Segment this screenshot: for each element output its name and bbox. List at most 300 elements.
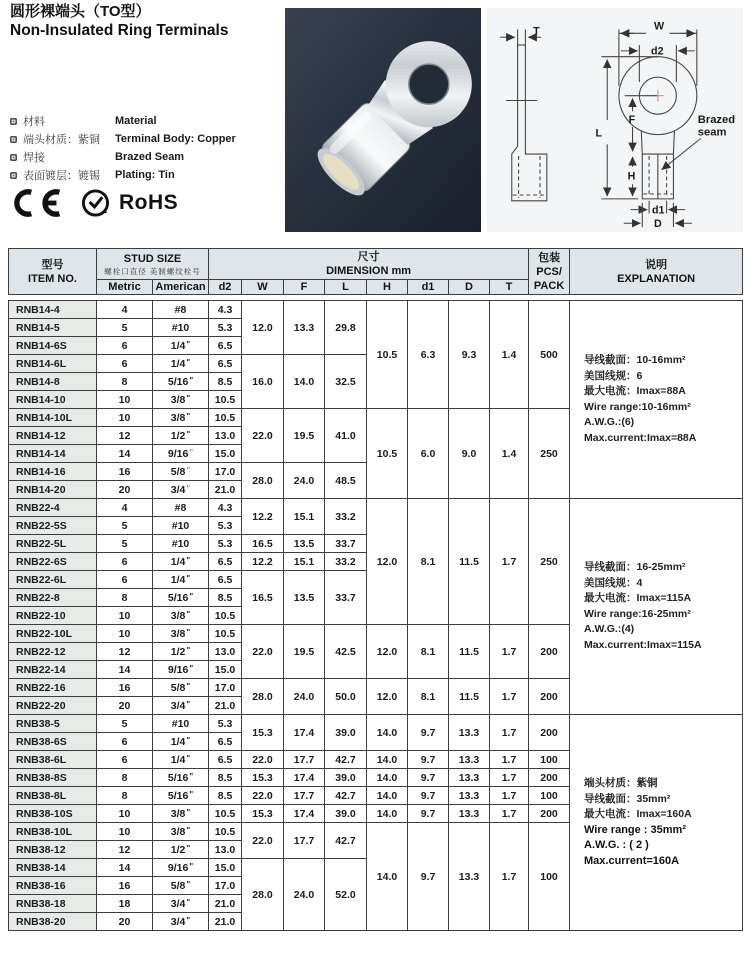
certification-icon [81,188,110,218]
cell-item-no: RNB38-10L [9,823,97,841]
cell-american: 9/16" [153,859,209,877]
explanation-line: 端头材质：紫铜 [584,777,658,789]
cell-d2: 10.5 [209,409,242,427]
cell-h: 14.0 [367,751,408,769]
cell-w: 12.0 [242,301,284,355]
cell-d2: 8.5 [209,769,242,787]
cell-d2: 17.0 [209,877,242,895]
cell-d2: 5.3 [209,319,242,337]
inch-mark: " [186,645,191,655]
cell-item-no: RNB14-5 [9,319,97,337]
cell-t: 1.4 [490,409,529,499]
cell-metric: 8 [97,373,153,391]
material-row [10,112,236,130]
explanation-line: Wire range:16-25mm² [584,607,691,620]
cell-pack: 100 [529,823,570,931]
cell-metric: 5 [97,535,153,553]
cell-d2: 21.0 [209,481,242,499]
cell-american: 3/8" [153,625,209,643]
cell-american: 9/16" [153,661,209,679]
cell-d2: 5.3 [209,535,242,553]
cell-item-no: RNB38-5 [9,715,97,733]
cell-metric: 10 [97,805,153,823]
cell-t: 1.7 [490,751,529,769]
cell-metric: 5 [97,319,153,337]
inch-mark: " [186,879,191,889]
inch-mark: " [189,771,194,781]
cell-d1: 9.7 [408,805,449,823]
cell-f: 19.5 [284,409,325,463]
cell-d1: 9.7 [408,715,449,751]
cell-f: 14.0 [284,355,325,409]
title-chinese: 圆形裸端头（TO型） [10,3,151,20]
cell-metric: 6 [97,733,153,751]
inch-mark: " [186,825,191,835]
cell-h: 14.0 [367,805,408,823]
header-item-zh: 型号 [41,258,64,271]
cell-item-no: RNB38-6S [9,733,97,751]
inch-mark: " [186,555,191,565]
cell-american: #10 [153,715,209,733]
cell-american: #8 [153,499,209,517]
inch-mark: " [189,447,194,457]
dim-label-d2: d2 [651,45,664,58]
header-item-no [9,249,97,295]
table-row [9,715,743,733]
spec-table-body [9,301,743,931]
inch-mark: " [186,429,191,439]
title-english: Non-Insulated Ring Terminals [10,22,229,39]
cell-t: 1.7 [490,715,529,751]
cell-american: 3/8" [153,823,209,841]
cell-item-no: RNB22-5S [9,517,97,535]
inch-mark: " [186,483,191,493]
cell-d1: 8.1 [408,679,449,715]
header-dim-en: DIMENSION mm [326,265,412,277]
inch-mark: " [186,915,191,925]
material-label-en: Plating: Tin [115,169,175,181]
cell-american: #10 [153,535,209,553]
cell-w: 15.3 [242,715,284,751]
cell-l: 33.2 [325,553,367,571]
cell-w: 22.0 [242,787,284,805]
cell-w: 28.0 [242,859,284,931]
cell-american: 5/8" [153,463,209,481]
cell-l: 29.8 [325,301,367,355]
cell-h: 14.0 [367,715,408,751]
dim-label-f: F [628,113,636,126]
cell-d2: 10.5 [209,391,242,409]
cell-d: 11.5 [449,625,490,679]
cell-w: 16.5 [242,535,284,553]
cell-d2: 13.0 [209,643,242,661]
cell-d2: 17.0 [209,463,242,481]
cell-f: 24.0 [284,859,325,931]
inch-mark: " [186,411,191,421]
material-label-zh: 材料 [23,116,45,128]
inch-mark: " [186,573,191,583]
cell-t: 1.7 [490,769,529,787]
cell-f: 17.4 [284,715,325,751]
explanation-line: 美国线规：4 [584,576,643,589]
material-label-zh: 表面镀层：镀锡 [23,170,100,182]
cell-item-no: RNB14-4 [9,301,97,319]
cell-item-no: RNB38-20 [9,913,97,931]
bullet-icon [10,172,17,179]
cell-metric: 12 [97,643,153,661]
cell-metric: 8 [97,769,153,787]
bullet-icon [10,118,17,125]
inch-mark: " [186,627,191,637]
cell-metric: 5 [97,715,153,733]
cell-d2: 21.0 [209,895,242,913]
cell-pack: 200 [529,679,570,715]
explanation-line: Wire range : 35mm² [584,823,686,836]
header-pack-l1: PCS/ [536,265,562,278]
cell-item-no: RNB14-20 [9,481,97,499]
cell-item-no: RNB14-10L [9,409,97,427]
cell-american: 5/8" [153,877,209,895]
cell-d2: 4.3 [209,301,242,319]
cell-metric: 6 [97,337,153,355]
cell-l: 39.0 [325,769,367,787]
cell-american: 9/16" [153,445,209,463]
cell-american: 3/8" [153,607,209,625]
header-expl-en: EXPLANATION [617,272,696,285]
cell-metric: 20 [97,481,153,499]
cell-american: 1/2" [153,427,209,445]
spec-table-header [8,248,743,295]
inch-mark: " [189,789,194,799]
material-row [10,148,236,166]
brazed-seam-label2: seam [697,126,727,139]
cell-metric: 10 [97,409,153,427]
cell-item-no: RNB22-6L [9,571,97,589]
bullet-icon [10,154,17,161]
cell-l: 52.0 [325,859,367,931]
cell-pack: 200 [529,625,570,679]
dim-label-d: D [653,218,662,231]
cell-metric: 5 [97,517,153,535]
cell-d2: 8.5 [209,589,242,607]
explanation-line: 美国线规：6 [584,369,643,382]
cell-h: 14.0 [367,787,408,805]
cell-metric: 4 [97,301,153,319]
cell-f: 19.5 [284,625,325,679]
ring-terminal-image [285,8,481,232]
inch-mark: " [189,375,194,385]
inch-mark: " [186,357,191,367]
explanation-line: Max.current:Imax=88A [584,431,697,444]
cell-f: 17.7 [284,751,325,769]
cell-f: 17.4 [284,769,325,787]
inch-mark: " [186,753,191,763]
cell-metric: 10 [97,823,153,841]
cell-d1: 9.7 [408,751,449,769]
cell-d2: 13.0 [209,841,242,859]
cell-pack: 250 [529,499,570,625]
cell-l: 42.7 [325,787,367,805]
cell-item-no: RNB14-8 [9,373,97,391]
cell-f: 13.5 [284,571,325,625]
header-pack-zh: 包装 [538,251,561,264]
spec-section [8,248,742,931]
header-item-en: ITEM NO. [28,272,77,285]
header-t: T [490,280,529,295]
cell-d2: 15.0 [209,661,242,679]
cell-f: 15.1 [284,553,325,571]
cell-metric: 6 [97,571,153,589]
cell-f: 24.0 [284,679,325,715]
cell-item-no: RNB22-6S [9,553,97,571]
cell-d2: 6.5 [209,751,242,769]
cell-american: 3/4" [153,913,209,931]
header-stud-zh: 螺栓口直径 美制螺纹栓号 [104,266,201,276]
cell-pack: 250 [529,409,570,499]
cell-d1: 6.0 [408,409,449,499]
cell-w: 28.0 [242,463,284,499]
cell-d1: 8.1 [408,625,449,679]
header-h: H [367,280,408,295]
material-list [10,112,236,184]
cell-d: 13.3 [449,823,490,931]
table-row [9,301,743,319]
header-american: American [153,280,209,295]
cell-d: 9.3 [449,301,490,409]
cell-l: 33.2 [325,499,367,535]
cell-american: #8 [153,301,209,319]
header-pack-l2: PACK [533,279,565,292]
cell-d: 11.5 [449,679,490,715]
cell-h: 12.0 [367,679,408,715]
cell-d: 9.0 [449,409,490,499]
cell-t: 1.7 [490,787,529,805]
cell-w: 28.0 [242,679,284,715]
material-label-zh: 焊接 [23,152,45,164]
cell-f: 17.7 [284,823,325,859]
material-row [10,166,236,184]
cell-metric: 16 [97,463,153,481]
inch-mark: " [189,861,194,871]
table-row [9,499,743,517]
cell-h: 10.5 [367,409,408,499]
cell-american: 1/4" [153,553,209,571]
cell-d1: 9.7 [408,787,449,805]
cell-metric: 10 [97,607,153,625]
header-metric: Metric [97,280,153,295]
cell-t: 1.7 [490,499,529,625]
material-label-en: Brazed Seam [115,151,185,163]
cell-d2: 17.0 [209,679,242,697]
product-photo [285,8,481,232]
explanation-line: Max.current=160A [584,854,680,867]
cell-item-no: RNB14-6L [9,355,97,373]
cell-item-no: RNB22-12 [9,643,97,661]
cell-american: 1/4" [153,355,209,373]
cell-american: 3/8" [153,391,209,409]
header-dim-zh: 尺寸 [357,251,380,263]
cell-metric: 12 [97,841,153,859]
cell-american: 3/4" [153,697,209,715]
explanation-line: 导线截面：16-25mm² [584,561,686,573]
cell-t: 1.7 [490,679,529,715]
cell-d: 11.5 [449,499,490,625]
cell-item-no: RNB22-16 [9,679,97,697]
cell-pack: 500 [529,301,570,409]
cell-h: 14.0 [367,769,408,787]
cell-l: 33.7 [325,571,367,625]
rohs-label: RoHS [119,191,179,214]
cell-pack: 200 [529,805,570,823]
cell-w: 16.5 [242,571,284,625]
cell-d2: 6.5 [209,571,242,589]
cell-t: 1.7 [490,805,529,823]
spec-table [8,300,743,931]
cell-metric: 18 [97,895,153,913]
header-d: D [449,280,490,295]
material-label-en: Terminal Body: Copper [115,133,236,145]
cell-l: 32.5 [325,355,367,409]
cell-item-no: RNB38-12 [9,841,97,859]
material-label-zh: 端头材质：紫铜 [23,134,100,146]
inch-mark: " [186,699,191,709]
cell-metric: 10 [97,391,153,409]
cell-l: 39.0 [325,805,367,823]
inch-mark: " [186,681,191,691]
cell-metric: 6 [97,355,153,373]
cell-american: 5/16" [153,769,209,787]
cell-d2: 10.5 [209,625,242,643]
inch-mark: " [186,393,191,403]
cell-item-no: RNB38-8S [9,769,97,787]
cell-american: 5/16" [153,787,209,805]
cell-item-no: RNB14-12 [9,427,97,445]
cell-item-no: RNB22-10 [9,607,97,625]
bullet-icon [10,136,17,143]
cell-h: 12.0 [367,625,408,679]
cell-d: 13.3 [449,715,490,751]
explanation-line: A.W.G. : ( 2 ) [584,839,649,851]
cell-d: 13.3 [449,805,490,823]
cell-w: 22.0 [242,409,284,463]
cell-item-no: RNB22-4 [9,499,97,517]
cell-metric: 20 [97,913,153,931]
cell-pack: 100 [529,787,570,805]
cell-d2: 21.0 [209,913,242,931]
cell-w: 22.0 [242,823,284,859]
cell-american: 3/4" [153,895,209,913]
material-row [10,130,236,148]
cell-item-no: RNB38-18 [9,895,97,913]
cell-d2: 13.0 [209,427,242,445]
cell-american: 1/2" [153,643,209,661]
dim-label-d1: d1 [652,204,665,217]
header-f: F [284,280,325,295]
cell-d2: 8.5 [209,373,242,391]
inch-mark: " [189,591,194,601]
cell-pack: 200 [529,715,570,751]
header-stud-size [97,249,209,280]
explanation-line: 最大电流：Imax=115A [584,592,692,604]
cell-d2: 10.5 [209,823,242,841]
cell-d: 13.3 [449,751,490,769]
cell-item-no: RNB22-8 [9,589,97,607]
cell-d1: 9.7 [408,769,449,787]
cell-f: 24.0 [284,463,325,499]
cell-d: 13.3 [449,787,490,805]
cell-l: 33.7 [325,535,367,553]
cell-f: 17.7 [284,787,325,805]
cell-explanation [570,715,743,931]
cell-american: 5/8" [153,679,209,697]
cell-item-no: RNB14-16 [9,463,97,481]
cell-metric: 4 [97,499,153,517]
cell-f: 15.1 [284,499,325,535]
inch-mark: " [186,609,191,619]
cell-d2: 15.0 [209,859,242,877]
cell-american: 1/4" [153,571,209,589]
material-label-en: Material [115,115,157,127]
cell-w: 15.3 [242,805,284,823]
dim-label-l: L [595,127,603,140]
cell-d2: 5.3 [209,715,242,733]
cell-w: 22.0 [242,625,284,679]
brazed-seam-label: Brazed [697,113,736,126]
dim-label-t: T [533,25,540,38]
explanation-line: A.W.G.:(4) [584,623,635,635]
cell-l: 39.0 [325,715,367,751]
inch-mark: " [186,339,191,349]
dim-label-w: W [653,20,665,33]
cell-pack: 100 [529,751,570,769]
cell-metric: 16 [97,679,153,697]
cell-american: 3/8" [153,805,209,823]
explanation-line: Max.current:Imax=115A [584,638,702,651]
inch-mark: " [189,663,194,673]
cell-item-no: RNB22-14 [9,661,97,679]
cell-l: 50.0 [325,679,367,715]
cell-american: 5/16" [153,373,209,391]
page-title [10,2,228,40]
cell-l: 48.5 [325,463,367,499]
explanation-line: 导线截面：10-16mm² [584,354,686,366]
cell-american: 1/2" [153,841,209,859]
cell-item-no: RNB14-14 [9,445,97,463]
cell-metric: 14 [97,661,153,679]
cell-f: 17.4 [284,805,325,823]
cell-w: 12.2 [242,553,284,571]
top-section [0,0,750,240]
explanation-line: 最大电流：Imax=160A [584,808,692,820]
inch-mark: " [186,843,191,853]
cell-american: 3/4" [153,481,209,499]
header-expl-zh: 说明 [645,258,668,271]
cell-item-no: RNB38-16 [9,877,97,895]
cell-l: 41.0 [325,409,367,463]
cell-item-no: RNB22-20 [9,697,97,715]
cell-item-no: RNB14-10 [9,391,97,409]
cell-american: 1/4" [153,337,209,355]
cell-w: 12.2 [242,499,284,535]
header-l: L [325,280,367,295]
cell-metric: 20 [97,697,153,715]
cell-metric: 8 [97,589,153,607]
cell-item-no: RNB22-10L [9,625,97,643]
cell-american: 1/4" [153,751,209,769]
cell-t: 1.7 [490,823,529,931]
cell-item-no: RNB38-14 [9,859,97,877]
cell-l: 42.7 [325,751,367,769]
